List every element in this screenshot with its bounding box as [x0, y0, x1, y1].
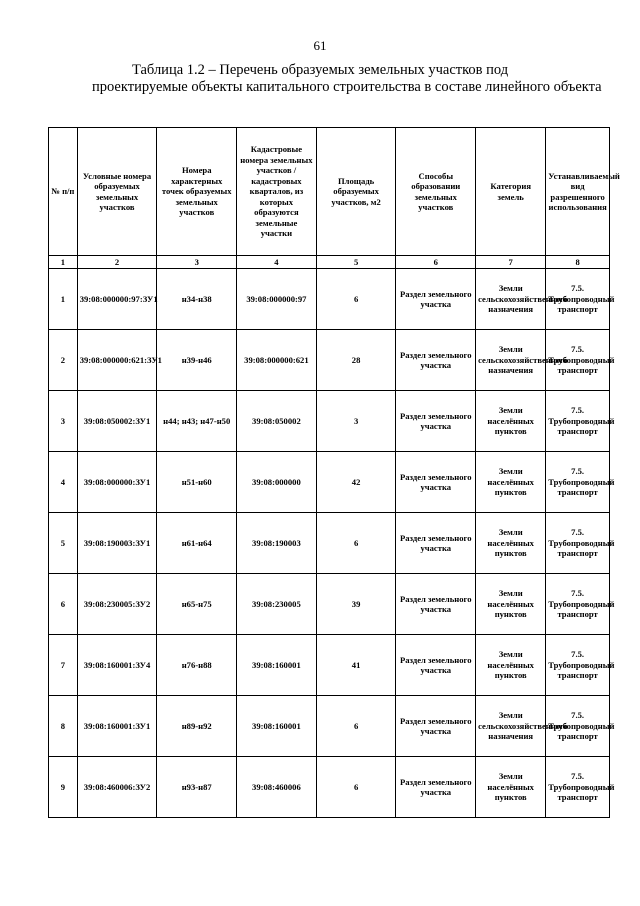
cell-category: Земли сельскохозяйственного назначения [476, 330, 546, 391]
table-row [49, 452, 610, 513]
cell-cadastral: 39:08:000000 [237, 452, 317, 513]
cell-points: н61-н64 [157, 513, 237, 574]
cell-area: 28 [316, 330, 396, 391]
cell-area: 39 [316, 574, 396, 635]
cell-permitted-use: 7.5. Трубопроводный транспорт [546, 513, 610, 574]
cell-method: Раздел земельного участка [396, 391, 476, 452]
cell-permitted-use: 7.5. Трубопроводный транспорт [546, 330, 610, 391]
column-number: 6 [396, 256, 476, 269]
table-header-row [49, 128, 610, 256]
cell-method: Раздел земельного участка [396, 635, 476, 696]
cell-area: 6 [316, 513, 396, 574]
header-category: Категория земель [476, 128, 546, 256]
column-number: 2 [77, 256, 157, 269]
cell-method: Раздел земельного участка [396, 330, 476, 391]
column-number: 5 [316, 256, 396, 269]
cell-cadastral: 39:08:050002 [237, 391, 317, 452]
cell-category: Земли населённых пунктов [476, 513, 546, 574]
cell-cadastral: 39:08:000000:621 [237, 330, 317, 391]
cell-area: 3 [316, 391, 396, 452]
cell-number: 4 [49, 452, 78, 513]
cell-method: Раздел земельного участка [396, 574, 476, 635]
cell-points: н93-н87 [157, 757, 237, 818]
table-row [49, 757, 610, 818]
cell-cadastral: 39:08:160001 [237, 635, 317, 696]
cell-conditional-number: 39:08:000000:621:ЗУ1 [77, 330, 157, 391]
column-number: 8 [546, 256, 610, 269]
column-numbers-row [49, 256, 610, 269]
cell-conditional-number: 39:08:000000:ЗУ1 [77, 452, 157, 513]
cell-cadastral: 39:08:160001 [237, 696, 317, 757]
cell-conditional-number: 39:08:160001:ЗУ1 [77, 696, 157, 757]
cell-points: н51-н60 [157, 452, 237, 513]
header-method: Способы образовании земельных участков [396, 128, 476, 256]
cell-cadastral: 39:08:000000:97 [237, 269, 317, 330]
header-permitted-use: Устанавливаемый вид разрешенного использования [546, 128, 610, 256]
cell-permitted-use: 7.5. Трубопроводный транспорт [546, 757, 610, 818]
cell-conditional-number: 39:08:050002:ЗУ1 [77, 391, 157, 452]
cell-conditional-number: 39:08:000000:97:ЗУ1 [77, 269, 157, 330]
table-row [49, 635, 610, 696]
column-number: 1 [49, 256, 78, 269]
cell-method: Раздел земельного участка [396, 696, 476, 757]
cell-number: 8 [49, 696, 78, 757]
cell-area: 6 [316, 757, 396, 818]
cell-cadastral: 39:08:460006 [237, 757, 317, 818]
table-row [49, 391, 610, 452]
cell-area: 6 [316, 696, 396, 757]
column-number: 7 [476, 256, 546, 269]
cell-points: н44; н43; н47-н50 [157, 391, 237, 452]
caption-line-1: Таблица 1.2 – Перечень образуемых земельных участков под [132, 62, 509, 78]
header-number: № п/п [49, 128, 78, 256]
cell-number: 7 [49, 635, 78, 696]
header-conditional-number: Условные номера образуемых земельных участков [77, 128, 157, 256]
cell-category: Земли населённых пунктов [476, 757, 546, 818]
cell-method: Раздел земельного участка [396, 757, 476, 818]
cell-permitted-use: 7.5. Трубопроводный транспорт [546, 574, 610, 635]
cell-permitted-use: 7.5. Трубопроводный транспорт [546, 269, 610, 330]
cell-area: 42 [316, 452, 396, 513]
cell-number: 1 [49, 269, 78, 330]
cell-category: Земли населённых пунктов [476, 635, 546, 696]
cell-category: Земли сельскохозяйственного назначения [476, 696, 546, 757]
cell-category: Земли населённых пунктов [476, 391, 546, 452]
cell-conditional-number: 39:08:160001:ЗУ4 [77, 635, 157, 696]
cell-cadastral: 39:08:190003 [237, 513, 317, 574]
column-number: 3 [157, 256, 237, 269]
cell-permitted-use: 7.5. Трубопроводный транспорт [546, 391, 610, 452]
table-row [49, 269, 610, 330]
cell-method: Раздел земельного участка [396, 269, 476, 330]
cell-category: Земли населённых пунктов [476, 452, 546, 513]
header-area: Площадь образуемых участков, м2 [316, 128, 396, 256]
cell-points: н39-н46 [157, 330, 237, 391]
table-row [49, 574, 610, 635]
table-row [49, 330, 610, 391]
cell-category: Земли населённых пунктов [476, 574, 546, 635]
cell-permitted-use: 7.5. Трубопроводный транспорт [546, 635, 610, 696]
cell-permitted-use: 7.5. Трубопроводный транспорт [546, 696, 610, 757]
land-plots-table [48, 127, 620, 818]
cell-number: 6 [49, 574, 78, 635]
cell-points: н76-н88 [157, 635, 237, 696]
cell-conditional-number: 39:08:230005:ЗУ2 [77, 574, 157, 635]
cell-number: 3 [49, 391, 78, 452]
cell-number: 9 [49, 757, 78, 818]
header-cadastral: Кадастровые номера земельных участков / кадастровых кварталов, из которых образуются земельные участки [237, 128, 317, 256]
table-caption [92, 62, 610, 96]
table-row [49, 513, 610, 574]
cell-number: 5 [49, 513, 78, 574]
cell-category: Земли сельскохозяйственного назначения [476, 269, 546, 330]
cell-method: Раздел земельного участка [396, 513, 476, 574]
cell-method: Раздел земельного участка [396, 452, 476, 513]
header-points: Номера характерных точек образуемых земельных участков [157, 128, 237, 256]
cell-points: н65-н75 [157, 574, 237, 635]
cell-cadastral: 39:08:230005 [237, 574, 317, 635]
page-number: 61 [313, 38, 327, 53]
cell-permitted-use: 7.5. Трубопроводный транспорт [546, 452, 610, 513]
cell-points: н34-н38 [157, 269, 237, 330]
cell-area: 6 [316, 269, 396, 330]
cell-area: 41 [316, 635, 396, 696]
cell-points: н89-н92 [157, 696, 237, 757]
cell-conditional-number: 39:08:190003:ЗУ1 [77, 513, 157, 574]
column-number: 4 [237, 256, 317, 269]
cell-number: 2 [49, 330, 78, 391]
cell-conditional-number: 39:08:460006:ЗУ2 [77, 757, 157, 818]
caption-line-2: проектируемые объекты капитального строительства в составе линейного объекта [92, 79, 602, 95]
table-row [49, 696, 610, 757]
